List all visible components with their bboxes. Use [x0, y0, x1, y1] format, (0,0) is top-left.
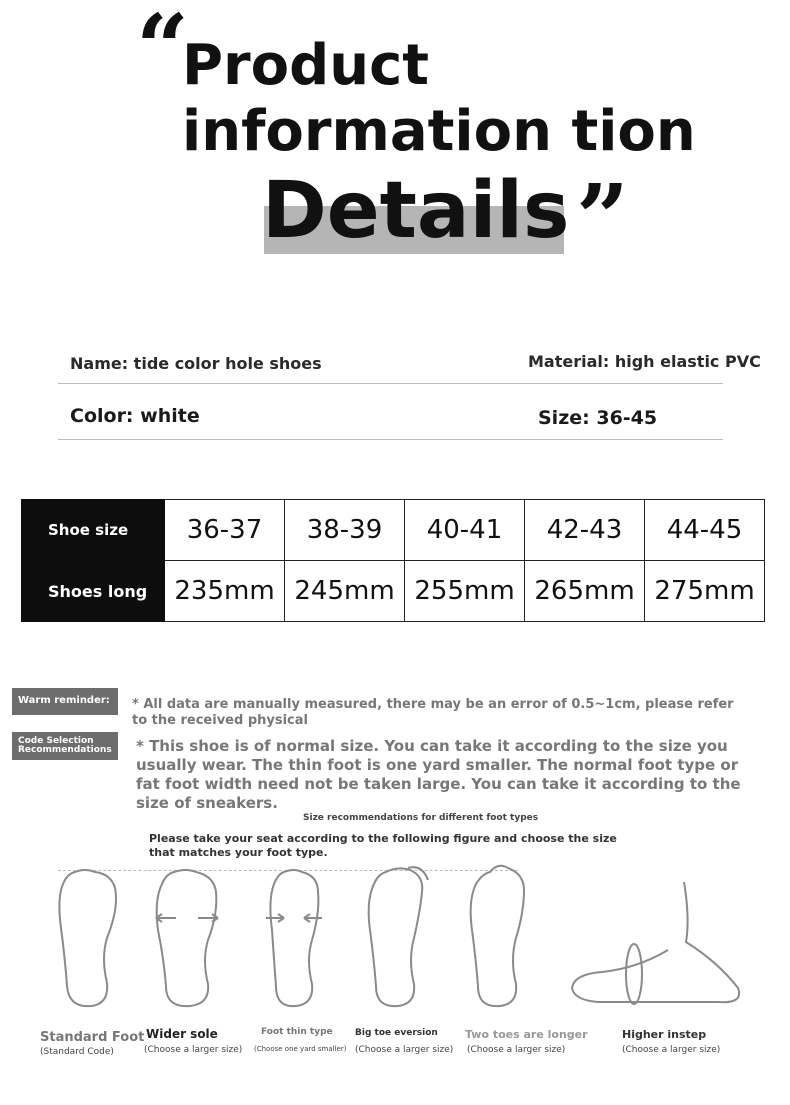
product-name: Name: tide color hole shoes	[70, 354, 322, 373]
foot-type-label: Standard Foot	[40, 1030, 145, 1045]
foot-type-label: Higher instep	[622, 1028, 707, 1041]
standard-foot-icon	[55, 868, 121, 1008]
foot-type-instruction: Please take your seat according to the following figure and choose the size that matches your foot type.	[149, 832, 617, 859]
wider-sole-foot-icon	[152, 868, 222, 1008]
title-product: Product	[182, 33, 430, 98]
size-cell: 36-37	[165, 500, 285, 561]
divider	[58, 383, 723, 384]
big-toe-eversion-foot-icon	[362, 862, 434, 1008]
close-quote-mark: ”	[576, 164, 623, 272]
size-cell: 42-43	[525, 500, 645, 561]
size-advice-note: * This shoe is of normal size. You can take it according to the size you usually wear. The thin foot is one yard smaller. The normal foot type or fat foot width need not be taken large. You can take it according to the size of sneakers.	[136, 737, 741, 812]
product-material: Material: high elastic PVC	[528, 352, 761, 371]
length-cell: 265mm	[525, 561, 645, 622]
size-cell: 40-41	[405, 500, 525, 561]
warm-reminder-label: Warm reminder:	[18, 695, 110, 707]
foot-type-label: Two toes are longer	[465, 1028, 588, 1041]
code-selection-label: Code Selection	[18, 735, 94, 746]
title-information: information tion	[182, 99, 696, 164]
foot-type-label: Wider sole	[146, 1027, 218, 1041]
product-size-range: Size: 36-45	[538, 407, 658, 429]
length-cell: 235mm	[165, 561, 285, 622]
two-toes-longer-foot-icon	[466, 862, 532, 1008]
thin-foot-icon	[262, 868, 326, 1008]
foot-type-label: Big toe eversion	[355, 1028, 438, 1038]
foot-type-subtitle: Size recommendations for different foot types	[303, 813, 539, 823]
length-cell: 255mm	[405, 561, 525, 622]
table-row-shoes-long	[22, 561, 765, 622]
size-cell: 38-39	[285, 500, 405, 561]
higher-instep-foot-icon	[568, 878, 748, 1008]
open-quote-mark: “	[136, 0, 183, 102]
foot-type-sub: (Standard Code)	[40, 1047, 114, 1057]
row-label-shoes-long: Shoes long	[22, 561, 165, 622]
warm-reminder-tag	[12, 688, 118, 715]
foot-type-sub: (Choose a larger size)	[622, 1045, 721, 1055]
row-label-shoe-size: Shoe size	[22, 500, 165, 561]
divider	[58, 439, 723, 440]
code-selection-tag	[12, 732, 118, 760]
foot-type-label: Foot thin type	[261, 1027, 333, 1037]
recommendations-label: Recommendations	[18, 745, 112, 755]
product-color: Color: white	[70, 405, 200, 427]
table-row-shoe-size	[22, 500, 765, 561]
foot-type-sub: (Choose a larger size)	[144, 1045, 243, 1055]
size-chart-table	[21, 499, 765, 622]
foot-type-sub: (Choose a larger size)	[467, 1045, 566, 1055]
title-details: Details	[262, 166, 570, 256]
measurement-note: * All data are manually measured, there may be an error of 0.5~1cm, please refer to the received physical	[132, 697, 734, 728]
size-cell: 44-45	[645, 500, 765, 561]
foot-type-sub: (Choose one yard smaller)	[254, 1045, 347, 1053]
length-cell: 245mm	[285, 561, 405, 622]
foot-type-sub: (Choose a larger size)	[355, 1045, 454, 1055]
length-cell: 275mm	[645, 561, 765, 622]
